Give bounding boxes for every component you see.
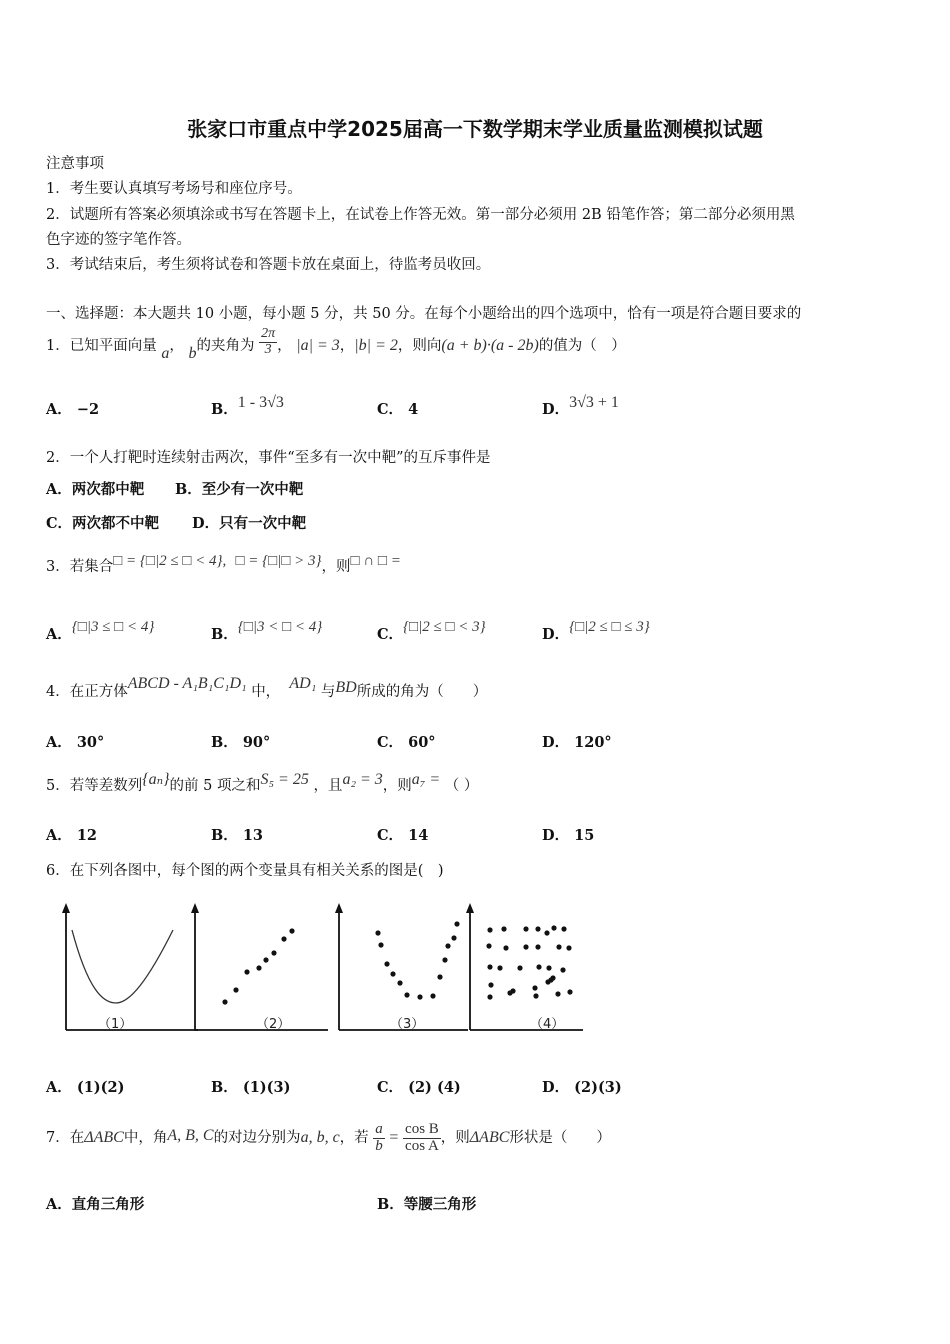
question-4 [46, 672, 487, 712]
scatter-point [567, 989, 572, 994]
page-title: 张家口市重点中学2025届高一下数学期末学业质量监测模拟试题 [187, 117, 763, 141]
question-number: 3． [46, 559, 70, 575]
notice-item: 2．试题所有答案必须填涂或书写在答题卡上，在试卷上作答无效。第一部分必须用 2B 铅笔作答；第二部分必须用黑 [46, 207, 795, 223]
scatter-point [487, 994, 492, 999]
scatter-point [536, 964, 541, 969]
question-text: 形状是（ ） [509, 1130, 611, 1146]
option-c[interactable] [377, 398, 418, 419]
question-text: （ ） [444, 778, 479, 794]
option-label: D． [542, 401, 570, 418]
sum-s5: S₅ = 25 [260, 771, 309, 788]
option-d[interactable]: D．只有一次中靶 [192, 515, 307, 532]
option-c[interactable]: C．两次都不中靶 [46, 515, 160, 532]
option-text: 120° [574, 734, 612, 751]
segment-bd: BD [335, 679, 357, 696]
scatter-point [375, 930, 380, 935]
option-c[interactable] [377, 1076, 461, 1097]
question-5 [46, 766, 478, 806]
question-number: 4． [46, 684, 70, 700]
scatter-point [289, 928, 294, 933]
question-text: ，若 [339, 1130, 369, 1146]
question-text: 中， [251, 684, 281, 700]
graph-2 [191, 903, 328, 1032]
scatter-point [497, 965, 502, 970]
scatter-point [523, 944, 528, 949]
triangle: ΔABC [469, 1129, 510, 1146]
scatter-point [263, 957, 268, 962]
scatter-point [222, 999, 227, 1004]
question-text: 中，角 [123, 1130, 168, 1146]
option-text: 13 [242, 827, 264, 844]
scatter-point [281, 936, 286, 941]
scatter-point [503, 945, 508, 950]
scatter-point [566, 945, 571, 950]
option-d[interactable] [542, 731, 612, 752]
scatter-point [488, 982, 493, 987]
option-b[interactable]: B．至少有一次中靶 [175, 481, 304, 498]
question-1 [46, 326, 626, 366]
option-text: 15 [574, 827, 595, 844]
option-text: {□|2 ≤ □ ≤ 3} [569, 619, 650, 635]
option-label: D． [542, 1079, 570, 1096]
option-text: {□|3 ≤ □ < 4} [71, 619, 155, 635]
question-number: 5． [46, 778, 70, 794]
notice-item: 3．考试结束后，考生须将试卷和答题卡放在桌面上，待监考员收回。 [46, 257, 491, 273]
graph-label: （1） [98, 1017, 133, 1032]
option-text: 12 [76, 827, 98, 844]
scatter-point [397, 980, 402, 985]
option-label: D． [542, 626, 570, 643]
scatter-point [256, 965, 261, 970]
option-c[interactable] [377, 615, 486, 643]
scatter-point [378, 942, 383, 947]
axis-arrow [191, 903, 199, 913]
term-a2: a₂ = 3 [342, 771, 383, 788]
question-text: 的前 5 项之和 [169, 778, 261, 794]
scatter-point [560, 967, 565, 972]
option-c[interactable] [377, 824, 428, 845]
vector-a: a [161, 345, 170, 362]
graph-label: （2） [256, 1017, 291, 1032]
scatter-point [487, 927, 492, 932]
option-text: 30° [76, 734, 105, 751]
frac-denominator: cos A [405, 1137, 439, 1154]
frac-numerator: 2π [261, 325, 276, 341]
option-label: C． [377, 827, 404, 844]
triangle: ΔABC [84, 1129, 124, 1146]
option-a[interactable] [46, 824, 97, 845]
graph-4 [466, 903, 583, 1032]
norm-a: |a| = 3 [296, 337, 340, 354]
option-label: A． [46, 401, 72, 418]
option-text: (1)(3) [242, 1079, 291, 1096]
option-label: B． [211, 626, 238, 643]
set-a: □ = {□|2 ≤ □ < 4}, [113, 553, 227, 569]
question-text: 的夹角为 [196, 338, 255, 354]
scatter-point [546, 965, 551, 970]
scatter-figures [48, 900, 588, 1040]
option-d[interactable] [542, 615, 650, 643]
question-text: ，则 [440, 1130, 470, 1146]
question-6: 6．在下列各图中，每个图的两个变量具有相关关系的图是( ) [46, 863, 444, 879]
scatter-point [384, 961, 389, 966]
fraction-a-over-b [373, 1122, 385, 1155]
norm-b: |b| = 2 [354, 337, 398, 354]
scatter-point [390, 971, 395, 976]
scatter-points [486, 925, 572, 999]
scatter-point [535, 926, 540, 931]
scatter-point [561, 926, 566, 931]
option-b[interactable] [211, 393, 284, 418]
question-text: 的值为（ ） [538, 338, 626, 354]
axis-arrow [62, 903, 70, 913]
sequence: {aₙ} [142, 771, 170, 788]
question-text: ，则 [382, 778, 412, 794]
punct: ， [277, 338, 292, 354]
scatter-point [454, 921, 459, 926]
option-label: B． [211, 1079, 238, 1096]
frac-denominator: b [375, 1137, 383, 1154]
option-label: A． [46, 734, 72, 751]
option-a[interactable] [46, 398, 99, 419]
scatter-point [501, 926, 506, 931]
scatter-point [445, 943, 450, 948]
frac-numerator: cos B [405, 1120, 439, 1137]
question-text: 与 [320, 684, 336, 700]
sides: a, b, c [300, 1129, 340, 1146]
scatter-point [556, 944, 561, 949]
option-label: A． [46, 1079, 72, 1096]
option-d[interactable] [542, 824, 594, 845]
option-c[interactable] [377, 731, 436, 752]
scatter-points [222, 928, 294, 1004]
graph-label: （3） [390, 1017, 425, 1032]
segment-ad1: AD₁ [289, 675, 317, 692]
question-number: 7． [46, 1130, 70, 1146]
question-text: ，则 [321, 559, 351, 575]
notice-heading: 注意事项 [46, 156, 104, 172]
section-heading: 一、选择题：本大题共 10 小题，每小题 5 分，共 50 分。在每个小题给出的四个选项中，恰有一项是符合题目要求的 [46, 306, 802, 322]
option-label: D． [542, 734, 570, 751]
option-label: A． [46, 626, 72, 643]
scatter-point [548, 977, 553, 982]
punct: ， [339, 338, 355, 354]
option-text: (1)(2) [76, 1079, 125, 1096]
scatter-point [507, 990, 512, 995]
angle-fraction [259, 327, 277, 357]
option-text: 4 [408, 401, 419, 418]
scatter-point [442, 957, 447, 962]
option-text: 1 - 3√3 [237, 394, 284, 411]
dot-product-expr: (a + b)·(a - 2b) [441, 337, 539, 354]
parabola-curve [72, 930, 173, 1003]
angles: A, B, C [167, 1127, 214, 1144]
scatter-point [271, 950, 276, 955]
set-b: □ = {□|□ > 3} [235, 553, 322, 569]
scatter-points [375, 921, 459, 999]
scatter-point [532, 985, 537, 990]
question-text: ，则向 [397, 338, 442, 354]
term-a7: a₇ = [411, 771, 441, 788]
scatter-point [544, 930, 549, 935]
option-b[interactable]: B．等腰三角形 [377, 1196, 477, 1213]
question-text: 若集合 [69, 559, 114, 575]
question-text: 在 [69, 1130, 85, 1146]
option-text: 3√3 + 1 [569, 394, 619, 411]
scatter-point [404, 992, 409, 997]
scatter-point [535, 944, 540, 949]
option-text: 90° [242, 734, 271, 751]
option-text: 14 [408, 827, 429, 844]
scatter-point [555, 991, 560, 996]
option-a[interactable]: A．直角三角形 [46, 1196, 145, 1213]
scatter-point [244, 969, 249, 974]
scatter-point [533, 993, 538, 998]
graph-1 [62, 903, 198, 1032]
frac-denominator: 3 [264, 341, 272, 357]
option-text: (2) (4) [408, 1079, 461, 1096]
question-text: ，且 [313, 778, 343, 794]
scatter-point [551, 925, 556, 930]
vector-b: b [188, 345, 197, 362]
option-b[interactable] [211, 731, 270, 752]
question-2: 2．一个人打靶时连续射击两次，事件“至多有一次中靶”的互斥事件是 [46, 450, 491, 466]
scatter-point [233, 987, 238, 992]
option-b[interactable] [211, 824, 263, 845]
question-number: 1． [46, 338, 70, 354]
option-label: B． [211, 401, 238, 418]
option-d[interactable] [542, 1076, 622, 1097]
scatter-point [437, 974, 442, 979]
option-a[interactable]: A．两次都中靶 [46, 481, 145, 498]
option-label: C． [377, 626, 404, 643]
axis-arrow [335, 903, 343, 913]
question-3 [46, 552, 401, 582]
fraction-cos [403, 1122, 441, 1155]
option-d[interactable] [542, 393, 619, 418]
option-a[interactable] [46, 731, 104, 752]
option-label: B． [211, 827, 238, 844]
option-label: B． [211, 734, 238, 751]
scatter-point [451, 935, 456, 940]
option-a[interactable] [46, 615, 155, 643]
option-b[interactable] [211, 615, 323, 643]
cube-name: ABCD - A₁B₁C₁D₁ [127, 675, 247, 692]
option-label: C． [377, 1079, 404, 1096]
scatter-point [417, 994, 422, 999]
equals-sign: = [389, 1129, 399, 1146]
option-label: A． [46, 827, 72, 844]
option-label: C． [377, 401, 404, 418]
option-a[interactable] [46, 1076, 124, 1097]
scatter-point [430, 993, 435, 998]
notice-item: 色字迹的签字笔作答。 [46, 232, 191, 248]
option-text: 60° [408, 734, 436, 751]
question-text: 若等差数列 [69, 778, 143, 794]
option-text: {□|2 ≤ □ < 3} [403, 619, 486, 635]
option-text: −2 [76, 401, 100, 418]
scatter-point [517, 965, 522, 970]
notice-item: 1．考生要认真填写考场号和座位序号。 [46, 181, 302, 197]
option-label: D． [542, 827, 570, 844]
scatter-point [523, 926, 528, 931]
option-label: C． [377, 734, 404, 751]
question-text: 所成的角为（ ） [356, 684, 488, 700]
scatter-point [487, 964, 492, 969]
question-7 [46, 1108, 611, 1168]
option-text: (2)(3) [574, 1079, 622, 1096]
question-text: 在正方体 [69, 684, 128, 700]
graph-label: （4） [530, 1017, 565, 1032]
intersection-expr: □ ∩ □ = [350, 553, 401, 569]
frac-numerator: a [375, 1120, 383, 1137]
option-b[interactable] [211, 1076, 290, 1097]
option-text: {□|3 < □ < 4} [237, 619, 323, 635]
axis-arrow [466, 903, 474, 913]
question-text: 已知平面向量 [69, 338, 157, 354]
punct: ， [169, 338, 184, 354]
graph-3 [335, 903, 468, 1032]
question-text: 的对边分别为 [213, 1130, 301, 1146]
scatter-point [486, 943, 491, 948]
